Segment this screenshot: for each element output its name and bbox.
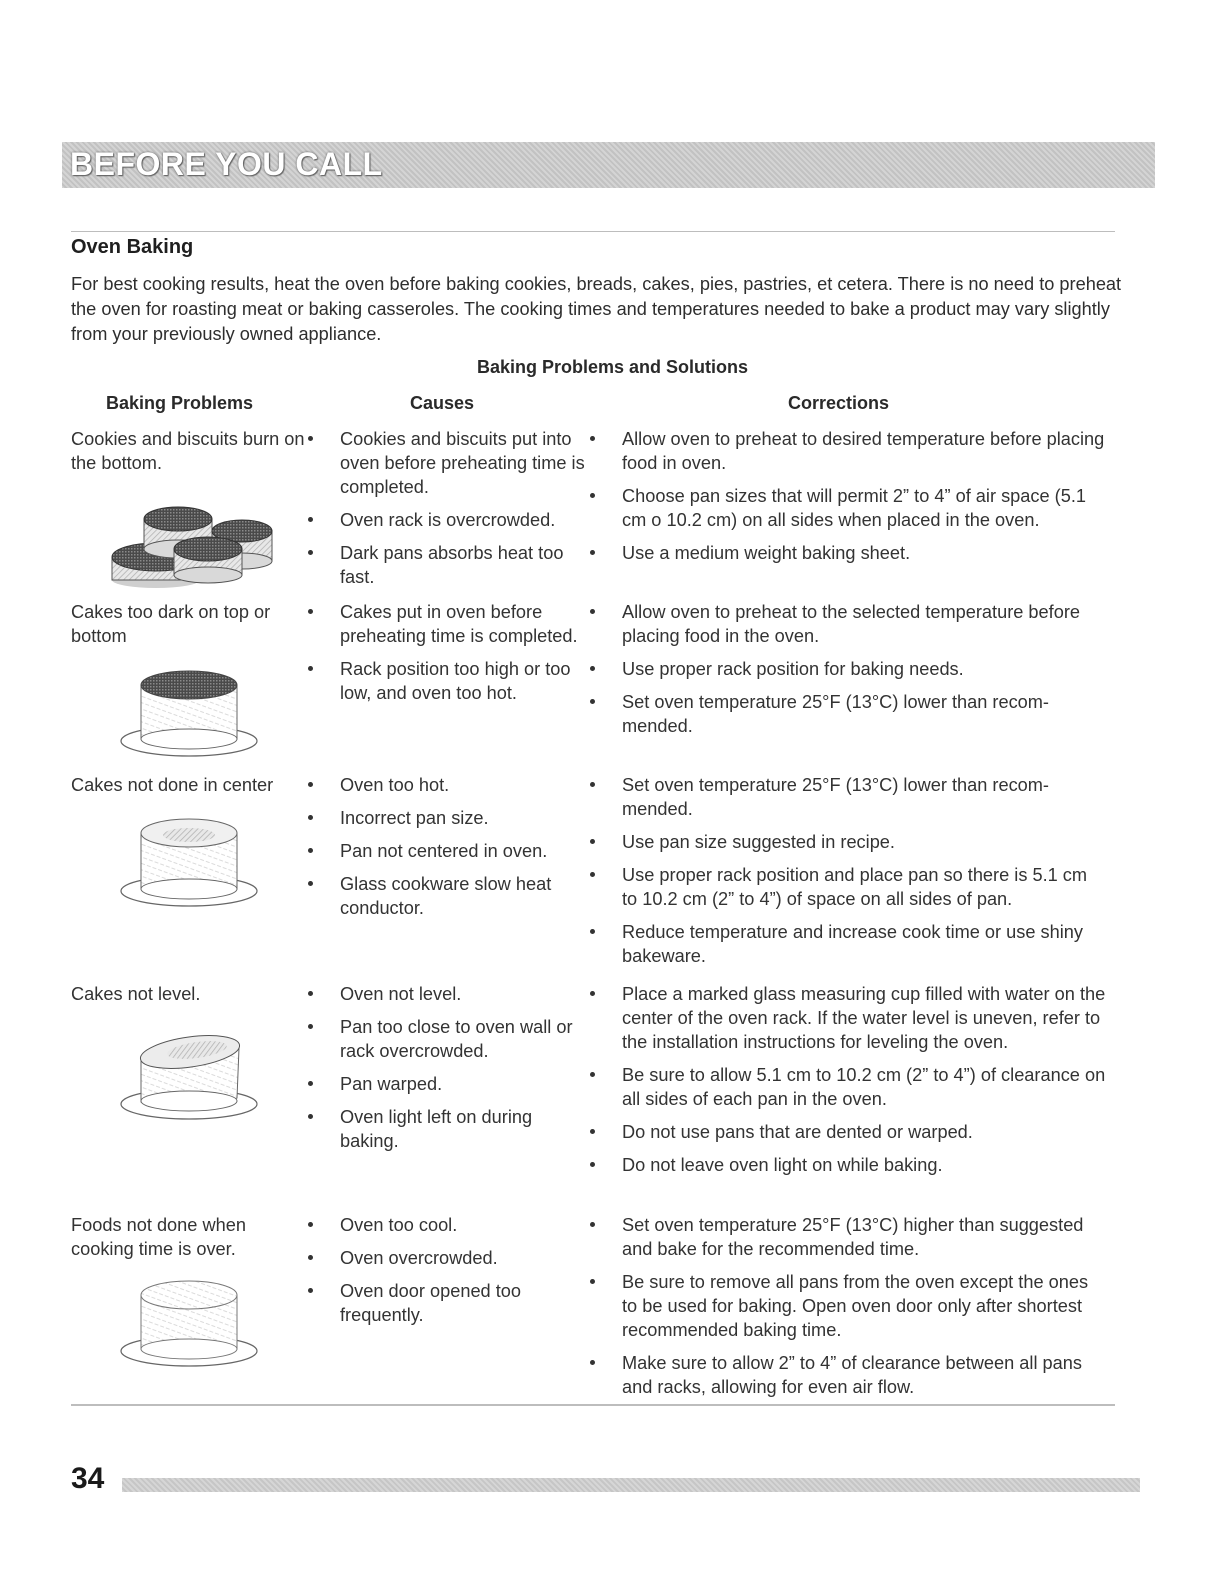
- header-band: [62, 142, 1155, 188]
- cake-undone-center-illustration: [117, 813, 262, 913]
- correction-item: Be sure to allow 5.1 cm to 10.2 cm (2” to 4”) of clearance on all sides of each pan in the oven.: [587, 1063, 1107, 1111]
- correction-item: Set oven temperature 25°F (13°C) higher than suggested and bake for the recommended time.: [587, 1213, 1107, 1261]
- problem-text: Foods not done when cooking time is over.: [71, 1215, 246, 1259]
- correction-item: Set oven temperature 25°F (13°C) lower than recom-mended.: [587, 690, 1107, 738]
- intro-paragraph: For best cooking results, heat the oven before baking cookies, breads, cakes, pies, pastries, et cetera. There is no need to preheat the oven for roasting meat or baking casseroles. The cooking times and temperatures needed to bake a product may vary slightly from your previously owned appliance.: [71, 274, 1122, 344]
- correction-item: Be sure to remove all pans from the oven except the ones to be used for baking. Open oven door only after shortest recommended baking time.: [587, 1270, 1107, 1342]
- top-divider: [71, 231, 1115, 232]
- correction-item: Place a marked glass measuring cup filled with water on the center of the oven rack. If the water level is uneven, refer to the installation instructions for leveling the oven.: [587, 982, 1107, 1054]
- page-header-title: BEFORE YOU CALL: [70, 146, 383, 182]
- page-number: 34: [71, 1462, 105, 1495]
- corrections-list: [587, 600, 1107, 747]
- cause-item: Incorrect pan size.: [305, 806, 590, 830]
- cake-dark-top-illustration: [117, 665, 262, 760]
- correction-item: Allow oven to preheat to desired temperature before placing food in oven.: [587, 427, 1107, 475]
- causes-list: [305, 600, 590, 714]
- column-header-problems: Baking Problems: [106, 393, 254, 413]
- correction-item: Reduce temperature and increase cook time or use shiny bakeware.: [587, 920, 1107, 968]
- causes-list: [305, 982, 590, 1162]
- correction-item: Use proper rack position and place pan so there is 5.1 cm to 10.2 cm (2” to 4”) of space on all sides of pan.: [587, 863, 1107, 911]
- correction-item: Allow oven to preheat to the selected temperature before placing food in the oven.: [587, 600, 1107, 648]
- bottom-divider: [71, 1404, 1115, 1406]
- cause-item: Dark pans absorbs heat too fast.: [305, 541, 590, 589]
- cookies-illustration: [104, 497, 279, 592]
- causes-list: [305, 1213, 590, 1336]
- cake-undone-illustration: [117, 1275, 262, 1370]
- correction-item: Make sure to allow 2” to 4” of clearance between all pans and racks, allowing for even air flow.: [587, 1351, 1107, 1399]
- causes-list: [305, 427, 590, 598]
- column-header-corrections: Corrections: [788, 393, 890, 413]
- cause-item: Oven too hot.: [305, 773, 590, 797]
- cause-item: Pan warped.: [305, 1072, 590, 1096]
- cake-not-level-illustration: [117, 1024, 262, 1124]
- causes-list: [305, 773, 590, 929]
- corrections-list: [587, 427, 1107, 574]
- cause-item: Oven not level.: [305, 982, 590, 1006]
- correction-item: Use a medium weight baking sheet.: [587, 541, 1107, 565]
- cause-item: Cakes put in oven before preheating time is completed.: [305, 600, 590, 648]
- cause-item: Pan too close to oven wall or rack overcrowded.: [305, 1015, 590, 1063]
- problem-text: Cakes not done in center: [71, 775, 274, 795]
- correction-item: Use pan size suggested in recipe.: [587, 830, 1107, 854]
- corrections-list: [587, 982, 1107, 1186]
- cause-item: Glass cookware slow heat conductor.: [305, 872, 590, 920]
- problem-text: Cakes not level.: [71, 984, 201, 1004]
- problem-text: Cookies and biscuits burn on the bottom.: [71, 429, 305, 473]
- cause-item: Pan not centered in oven.: [305, 839, 590, 863]
- column-header-causes: Causes: [410, 393, 475, 413]
- section-title: Oven Baking: [71, 236, 194, 258]
- corrections-list: [587, 773, 1107, 977]
- correction-item: Choose pan sizes that will permit 2” to 4” of air space (5.1 cm o 10.2 cm) on all sides when placed in the oven.: [587, 484, 1107, 532]
- cause-item: Oven overcrowded.: [305, 1246, 590, 1270]
- cause-item: Rack position too high or too low, and oven too hot.: [305, 657, 590, 705]
- cause-item: Oven door opened too frequently.: [305, 1279, 590, 1327]
- correction-item: Set oven temperature 25°F (13°C) lower than recom-mended.: [587, 773, 1107, 821]
- corrections-list: [587, 1213, 1107, 1408]
- correction-item: Do not use pans that are dented or warped.: [587, 1120, 1107, 1144]
- correction-item: Do not leave oven light on while baking.: [587, 1153, 1107, 1177]
- problem-text: Cakes too dark on top or bottom: [71, 602, 271, 646]
- cause-item: Oven rack is overcrowded.: [305, 508, 590, 532]
- cause-item: Cookies and biscuits put into oven before preheating time is completed.: [305, 427, 590, 499]
- table-title: Baking Problems and Solutions: [476, 357, 749, 377]
- cause-item: Oven too cool.: [305, 1213, 590, 1237]
- cause-item: Oven light left on during baking.: [305, 1105, 590, 1153]
- footer-band: [122, 1478, 1140, 1492]
- correction-item: Use proper rack position for baking needs.: [587, 657, 1107, 681]
